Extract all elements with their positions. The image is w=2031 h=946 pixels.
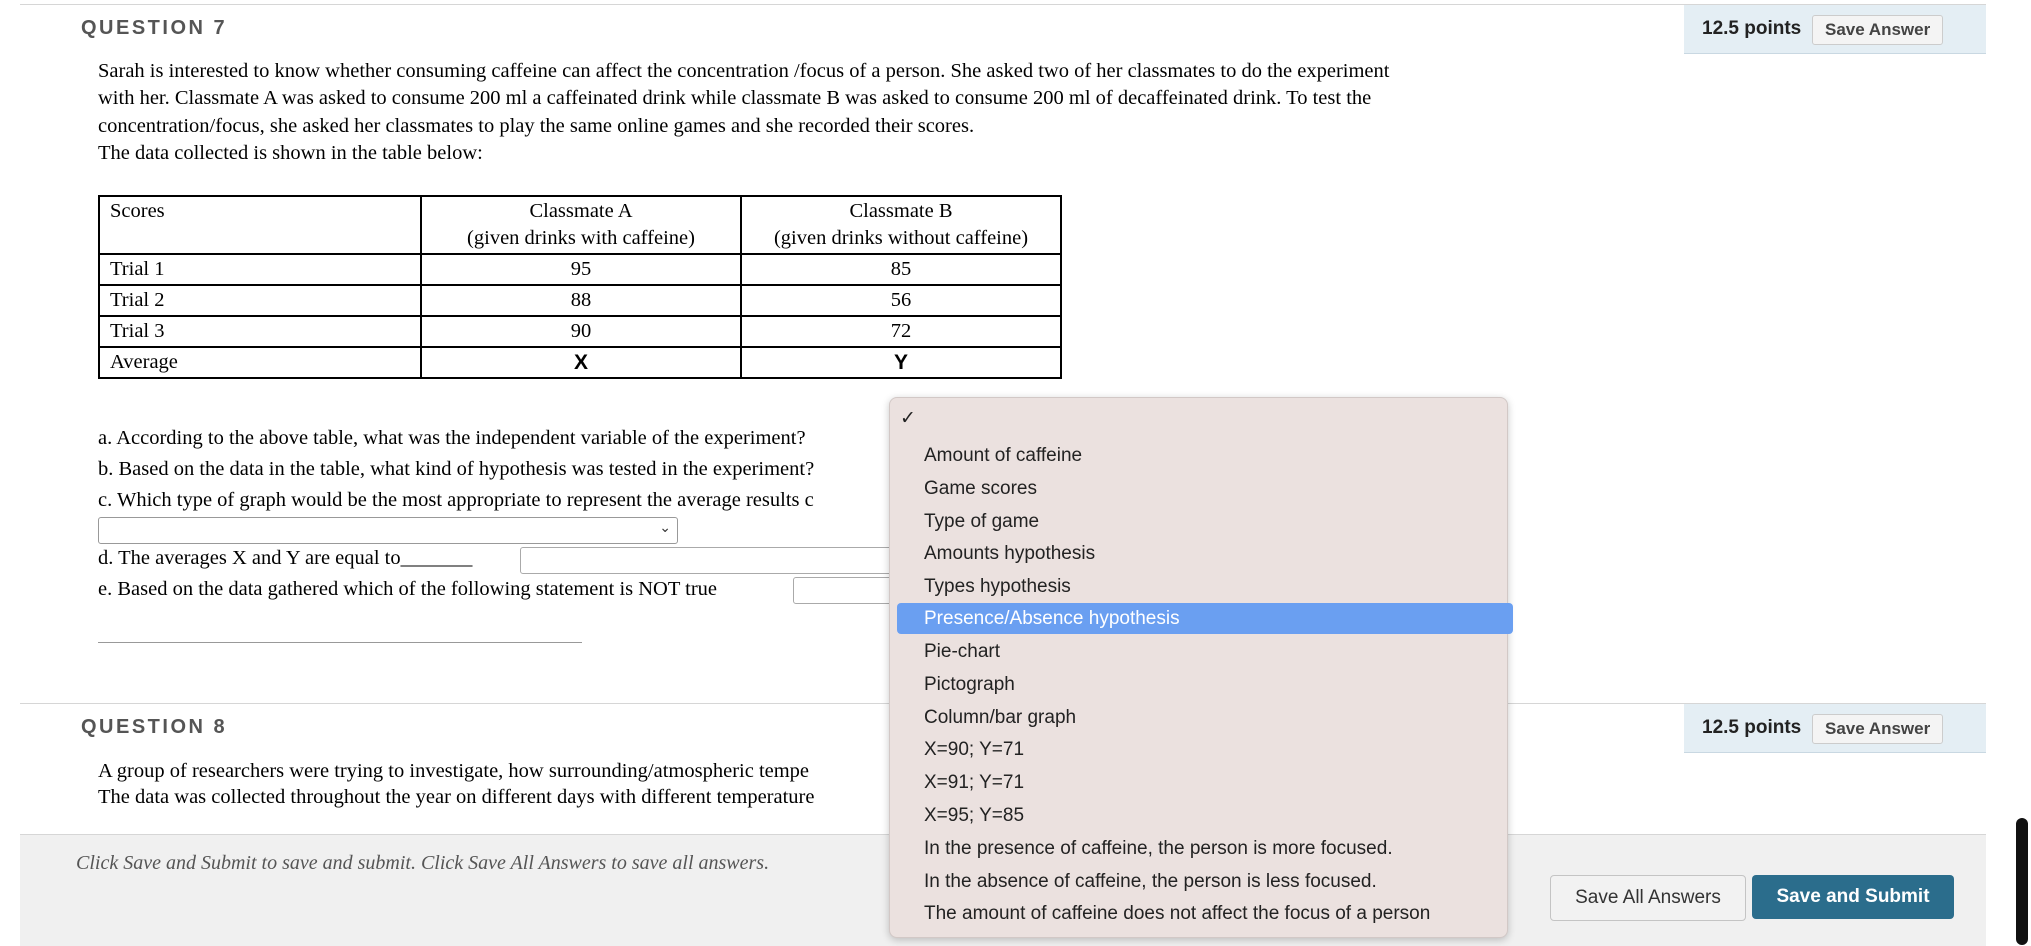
question-8-points: 12.5 points [1702, 717, 1802, 738]
dropdown-option[interactable]: In the presence of caffeine, the person is more focused. [924, 838, 1393, 859]
question-7-points: 12.5 points [1702, 18, 1802, 39]
page-scrollbar[interactable] [2016, 818, 2028, 945]
dropdown-option[interactable]: X=95; Y=85 [924, 805, 1025, 826]
table-cell-average-x: X [421, 347, 741, 378]
dropdown-option[interactable]: Types hypothesis [924, 576, 1071, 597]
table-cell: 88 [421, 285, 741, 316]
table-cell: Trial 2 [99, 285, 421, 316]
table-cell-average-y: Y [741, 347, 1061, 378]
table-cell: Trial 3 [99, 316, 421, 347]
question-8-paragraph-line-2: The data was collected throughout the year on different days with different temperature [98, 786, 815, 808]
question-8-title: QUESTION 8 [81, 716, 228, 738]
dropdown-option[interactable]: Amount of caffeine [924, 445, 1083, 466]
table-row [99, 316, 1061, 347]
dropdown-option[interactable]: Pie-chart [924, 641, 1001, 662]
footer-instructions: Click Save and Submit to save and submit. Click Save All Answers to save all answers. [76, 852, 770, 874]
table-cell: Trial 1 [99, 254, 421, 285]
question-d-text: d. The averages X and Y are equal to_______ [98, 547, 473, 569]
dropdown-option[interactable]: Game scores [924, 478, 1037, 499]
question-7-points-panel [1684, 5, 1986, 54]
scores-table [98, 195, 1062, 379]
save-and-submit-button[interactable]: Save and Submit [1752, 875, 1954, 919]
question-8-points-panel [1684, 704, 1986, 753]
answer-options-dropdown[interactable] [889, 397, 1508, 938]
table-cell: 90 [421, 316, 741, 347]
question-e-text: e. Based on the data gathered which of the following statement is NOT true [98, 578, 718, 600]
question-7-paragraph-line-4: The data collected is shown in the table below: [98, 142, 483, 164]
question-7-title: QUESTION 7 [81, 17, 228, 39]
dropdown-option[interactable]: The amount of caffeine does not affect the focus of a person [924, 903, 1431, 924]
dropdown-option[interactable]: Column/bar graph [924, 707, 1077, 728]
table-row [99, 285, 1061, 316]
dropdown-option[interactable]: X=90; Y=71 [924, 739, 1025, 760]
question-7-header [20, 4, 1986, 53]
dropdown-option[interactable]: In the absence of caffeine, the person is less focused. [924, 871, 1377, 892]
table-row [99, 347, 1061, 378]
divider [98, 642, 582, 643]
answer-d-select[interactable] [520, 547, 892, 574]
answer-c-select[interactable] [98, 517, 678, 544]
question-b-text: b. Based on the data in the table, what kind of hypothesis was tested in the experiment? [98, 458, 815, 480]
question-7-save-answer-button[interactable]: Save Answer [1812, 15, 1943, 45]
checkmark-icon: ✓ [900, 407, 916, 429]
table-cell: 95 [421, 254, 741, 285]
question-7-paragraph-line-3: concentration/focus, she asked her classmates to play the same online games and she recorded their scores. [98, 115, 975, 137]
table-cell: 85 [741, 254, 1061, 285]
question-7-paragraph-line-2: with her. Classmate A was asked to consume 200 ml a caffeinated drink while classmate B was asked to consume 200 ml of decaffeinated drink. To test the [98, 87, 1372, 109]
save-all-answers-button[interactable]: Save All Answers [1550, 875, 1746, 921]
dropdown-option-highlighted[interactable]: Presence/Absence hypothesis [897, 603, 1513, 634]
question-8-paragraph-line-1: A group of researchers were trying to investigate, how surrounding/atmospheric tempe [98, 760, 810, 782]
question-a-text: a. According to the above table, what was the independent variable of the experiment? [98, 427, 806, 449]
dropdown-option[interactable]: Amounts hypothesis [924, 543, 1096, 564]
dropdown-option[interactable]: Type of game [924, 511, 1040, 532]
table-cell: 56 [741, 285, 1061, 316]
answer-e-select[interactable] [793, 577, 892, 604]
header-classmate-a: Classmate A (given drinks with caffeine) [421, 196, 741, 254]
chevron-down-icon: ⌄ [659, 520, 671, 536]
header-scores: Scores [99, 196, 421, 254]
table-cell: Average [99, 347, 421, 378]
dropdown-option[interactable]: X=91; Y=71 [924, 772, 1025, 793]
table-header-row [99, 196, 1061, 254]
question-8-save-answer-button[interactable]: Save Answer [1812, 714, 1943, 744]
question-c-text: c. Which type of graph would be the most appropriate to represent the average results c [98, 489, 814, 511]
table-row [99, 254, 1061, 285]
dropdown-option[interactable]: Pictograph [924, 674, 1015, 695]
table-cell: 72 [741, 316, 1061, 347]
question-7-paragraph-line-1: Sarah is interested to know whether consuming caffeine can affect the concentration /focus of a person. She asked two of her classmates to do the experiment [98, 60, 1390, 82]
header-classmate-b: Classmate B (given drinks without caffeine) [741, 196, 1061, 254]
